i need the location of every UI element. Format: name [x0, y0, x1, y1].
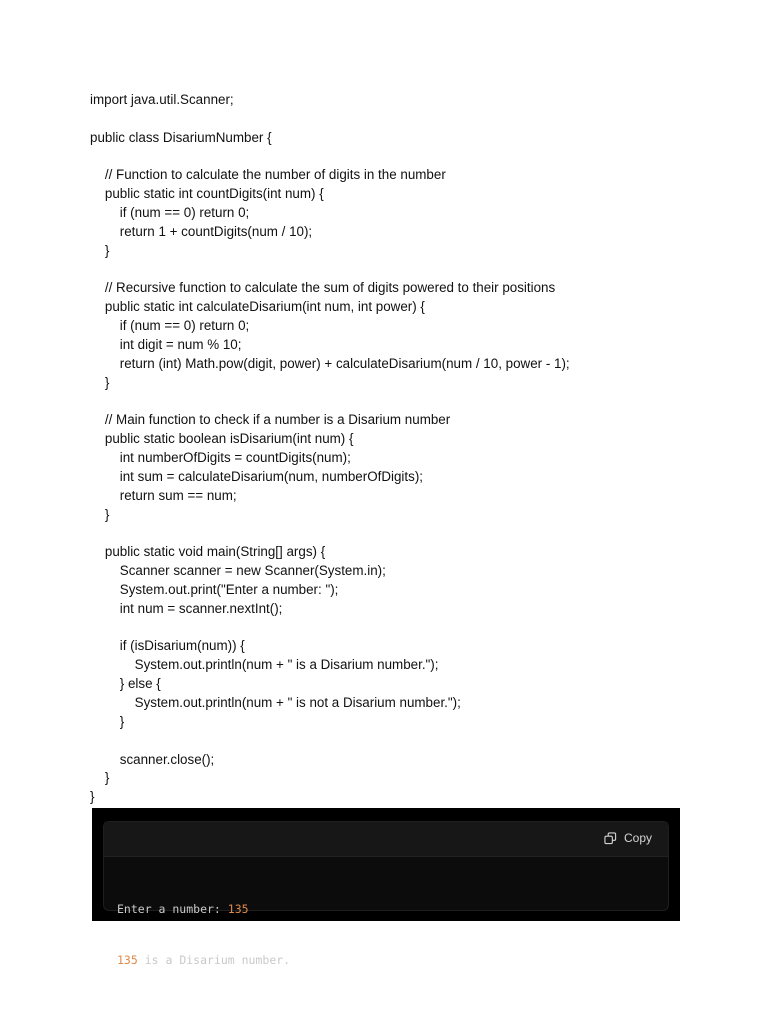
- code-line: System.out.println(num + " is a Disarium number.");: [90, 657, 439, 673]
- code-line: }: [90, 506, 110, 522]
- code-line: int sum = calculateDisarium(num, numberOfDigits);: [90, 468, 424, 484]
- code-line: import java.util.Scanner;: [90, 92, 234, 107]
- code-line: public static int countDigits(int num) {: [90, 186, 324, 202]
- code-line: [90, 619, 710, 638]
- code-line: Scanner scanner = new Scanner(System.in);: [90, 563, 386, 579]
- code-line: int digit = num % 10;: [90, 336, 242, 352]
- code-line: return sum == num;: [90, 487, 237, 503]
- console-output: [104, 857, 668, 1013]
- code-line: }: [90, 713, 125, 729]
- prompt-text: Enter a number:: [117, 902, 228, 916]
- code-line: if (num == 0) return 0;: [90, 205, 250, 221]
- code-line: // Main function to check if a number is a Disarium number: [90, 412, 451, 428]
- copy-label: Copy: [623, 831, 652, 845]
- code-line: } else {: [90, 676, 161, 692]
- code-document: [90, 91, 710, 807]
- code-line: // Recursive function to calculate the sum of digits powered to their positions: [90, 280, 556, 296]
- code-line: [90, 524, 710, 543]
- code-line: [90, 148, 710, 167]
- code-line: }: [90, 789, 95, 805]
- code-line: [90, 261, 710, 280]
- code-line: [90, 732, 710, 751]
- code-line: System.out.print("Enter a number: ");: [90, 581, 339, 597]
- output-panel: [92, 808, 680, 967]
- code-line: public static void main(String[] args) {: [90, 544, 326, 560]
- code-line: return (int) Math.pow(digit, power) + calculateDisarium(num / 10, power - 1);: [90, 355, 570, 371]
- code-line: public class DisariumNumber {: [90, 129, 272, 145]
- copy-icon: [604, 832, 617, 845]
- console-line: [117, 952, 655, 969]
- code-line: System.out.println(num + " is not a Disarium number.");: [90, 695, 461, 710]
- code-line: [90, 393, 710, 412]
- result-text: is a Disarium number.: [137, 953, 291, 967]
- code-line: }: [90, 770, 110, 786]
- console-line: [117, 901, 655, 918]
- code-line: if (isDisarium(num)) {: [90, 638, 245, 654]
- code-line: int num = scanner.nextInt();: [90, 600, 283, 616]
- output-card: [103, 821, 669, 967]
- result-value: 135: [117, 953, 138, 967]
- code-line: }: [90, 242, 110, 258]
- code-line: [90, 110, 710, 129]
- code-line: if (num == 0) return 0;: [90, 318, 250, 334]
- code-line: }: [90, 374, 110, 390]
- code-line: return 1 + countDigits(num / 10);: [90, 223, 313, 239]
- code-line: int numberOfDigits = countDigits(num);: [90, 450, 351, 466]
- copy-button[interactable]: [604, 831, 652, 845]
- code-line: public static boolean isDisarium(int num) {: [90, 431, 354, 447]
- output-header: [104, 822, 668, 857]
- code-line: scanner.close();: [90, 751, 215, 767]
- code-line: public static int calculateDisarium(int num, int power) {: [90, 299, 425, 315]
- code-line: // Function to calculate the number of digits in the number: [90, 167, 446, 183]
- input-value: 135: [227, 902, 249, 916]
